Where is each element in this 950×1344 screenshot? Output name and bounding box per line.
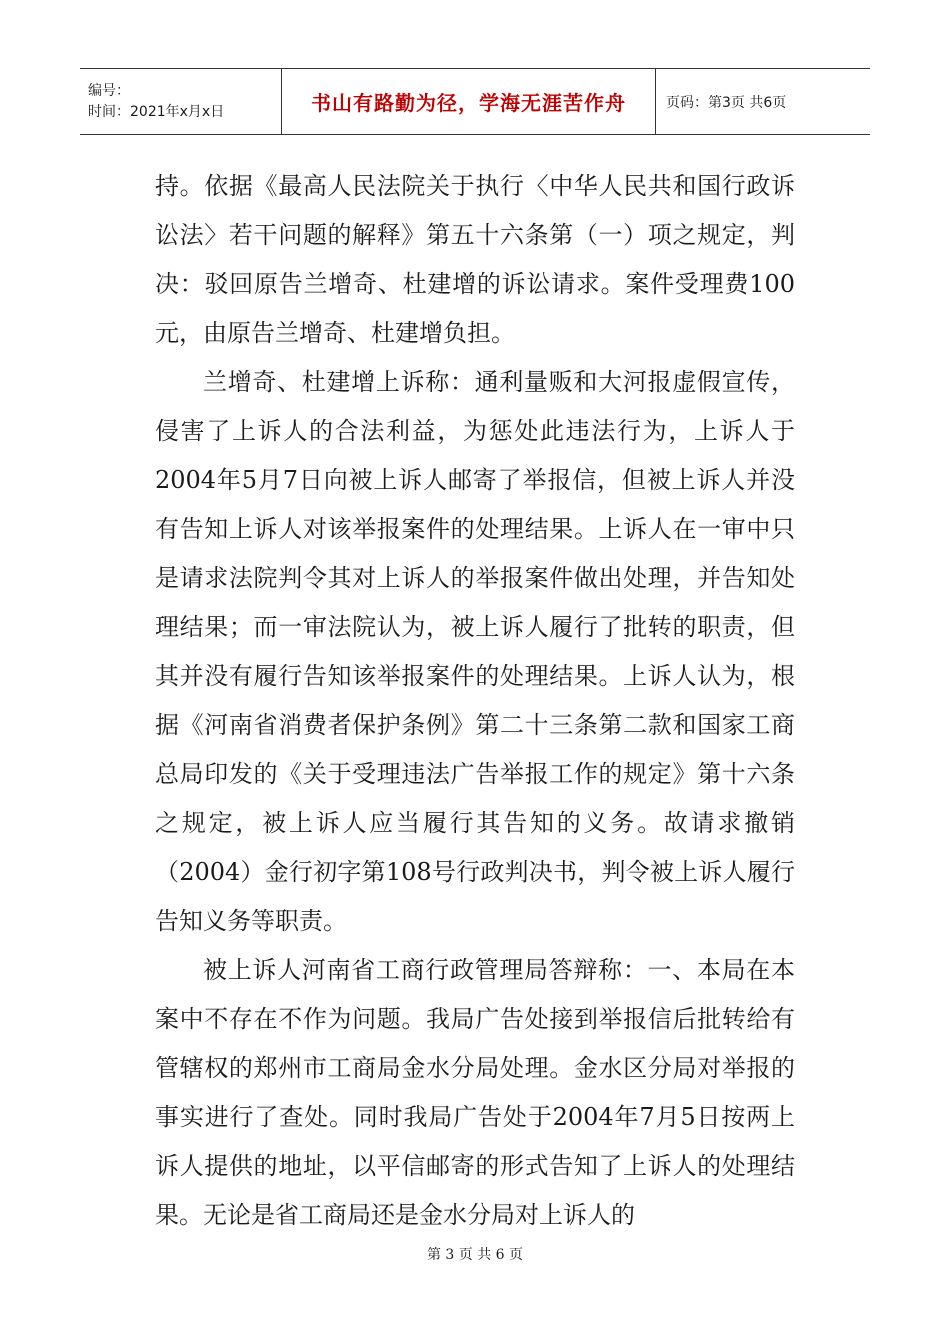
time-label: 时间：2021年x月x日 bbox=[88, 103, 225, 120]
paragraph-2: 兰增奇、杜建增上诉称：通利量贩和大河报虚假宣传，侵害了上诉人的合法利益，为惩处此违法行为，上诉人于2004年5月7日向被上诉人邮寄了举报信，但被上诉人并没有告知上诉人对该举报案件的处理结果。上诉人在一审中只是请求法院判令其对上诉人的举报案件做出处理，并告知处理结果；而一审法院认为，被上诉人履行了批转的职责，但其并没有履行告知该举报案件的处理结果。上诉人认为，根据《河南省消费者保护条例》第二十三条第二款和国家工商总局印发的《关于受理违法广告举报工作的规定》第十六条之规定，被上诉人应当履行其告知的义务。故请求撤销（2004）金行初字第108号行政判决书，判令被上诉人履行告知义务等职责。 bbox=[155, 368, 795, 935]
page-footer: 第 3 页 共 6 页 bbox=[426, 1247, 524, 1263]
header-motto-cell bbox=[282, 69, 656, 134]
header-page-info-cell bbox=[656, 69, 870, 134]
motto: 书山有路勤为径，学海无涯苦作舟 bbox=[311, 91, 626, 115]
header-meta bbox=[80, 69, 282, 134]
document-header bbox=[80, 68, 870, 135]
number-label: 编号： bbox=[88, 82, 130, 99]
paragraph-3: 被上诉人河南省工商行政管理局答辩称：一、本局在本案中不存在不作为问题。我局广告处接到举报信后批转给有管辖权的郑州市工商局金水分局处理。金水区分局对举报的事实进行了查处。同时我局广告处于2004年7月5日按两上诉人提供的地址，以平信邮寄的形式告知了上诉人的处理结果。无论是省工商局还是金水分局对上诉人的 bbox=[155, 956, 795, 1229]
paragraph-1: 持。依据《最高人民法院关于执行〈中华人民共和国行政诉讼法〉若干问题的解释》第五十六条第（一）项之规定，判决：驳回原告兰增奇、杜建增的诉讼请求。案件受理费100元，由原告兰增奇、杜建增负担。 bbox=[155, 172, 795, 347]
document-body bbox=[155, 162, 795, 1240]
page-info: 页码：第3页 共6页 bbox=[666, 94, 787, 111]
